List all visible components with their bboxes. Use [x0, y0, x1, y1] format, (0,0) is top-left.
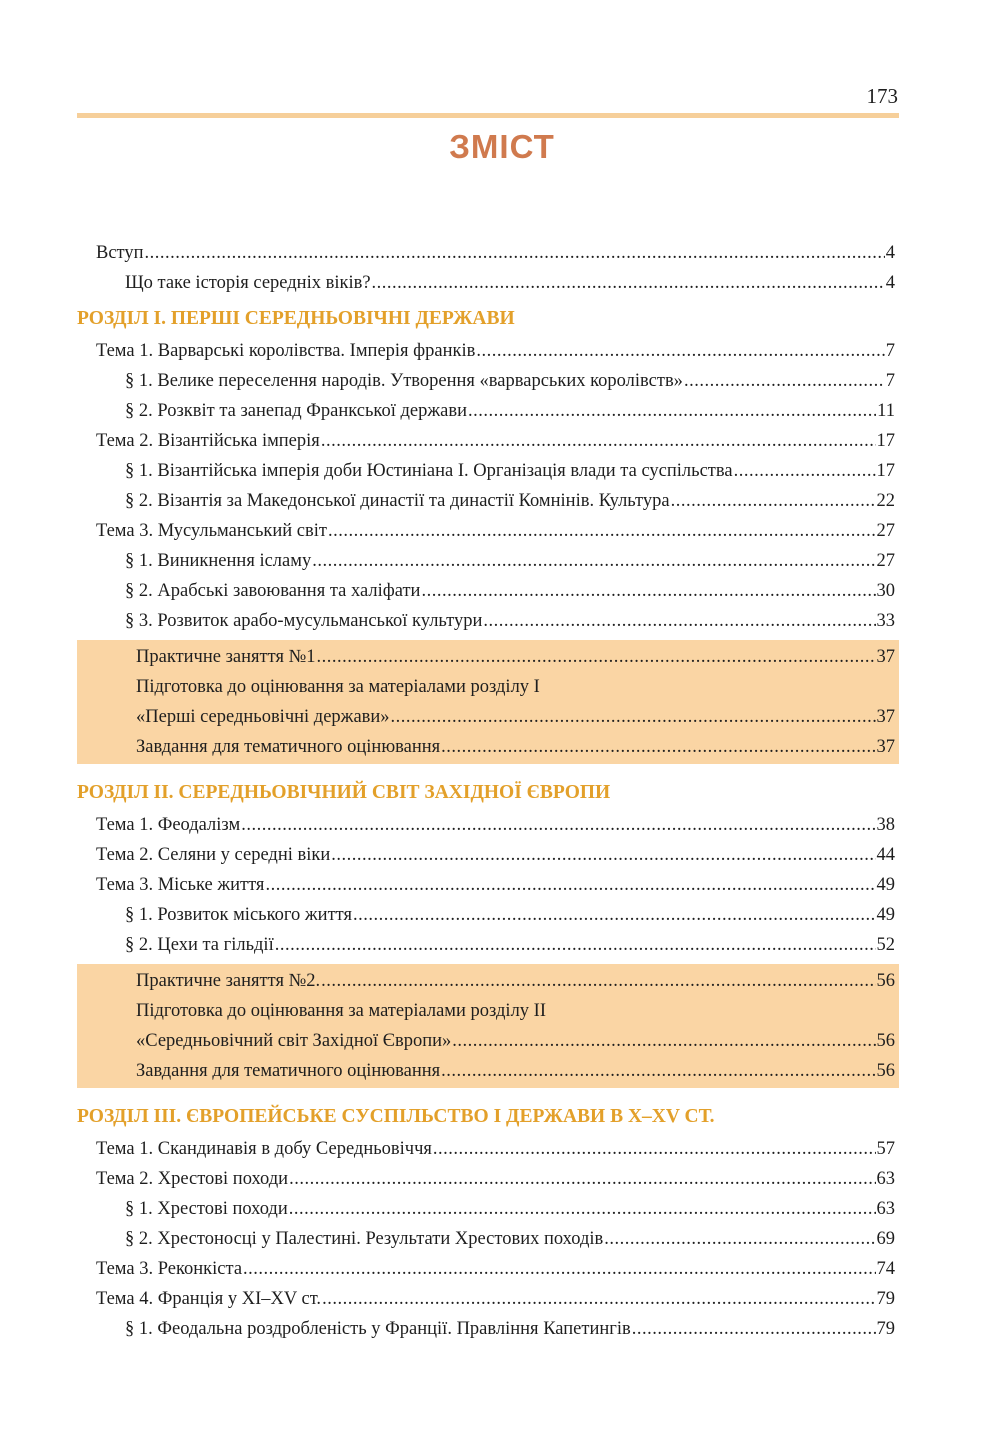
- toc-entry-title: Вступ: [96, 243, 144, 263]
- toc-entry: [77, 1026, 899, 1056]
- toc-entry-page: 4: [885, 273, 895, 293]
- toc-entry-title: § 3. Розвиток арабо-мусульманської культури: [125, 611, 483, 631]
- toc-entry: [77, 1224, 899, 1254]
- toc-entry-page: 22: [876, 491, 895, 511]
- toc-entry-title: Тема 2. Візантійська імперія: [96, 431, 320, 451]
- toc-entry-page: 57: [876, 1139, 895, 1159]
- toc-entry-page: 44: [876, 845, 895, 865]
- toc-entry-title: Тема 2. Селяни у середні віки: [96, 845, 331, 865]
- toc-entry-page: 17: [876, 461, 895, 481]
- toc-entry: [77, 426, 899, 456]
- toc-entry-title: Тема 1. Варварські королівства. Імперія франків: [96, 341, 476, 361]
- toc-entry: [77, 1134, 899, 1164]
- toc-entry-page: 79: [876, 1319, 895, 1339]
- toc-entry-page: 79: [876, 1289, 895, 1309]
- header-rule: [77, 113, 899, 118]
- page-number: 173: [866, 84, 898, 108]
- toc-entry: [77, 900, 899, 930]
- dot-leader: [275, 930, 876, 960]
- toc-entry: [77, 486, 899, 516]
- dot-leader: [321, 426, 876, 456]
- toc-entry: [77, 702, 899, 732]
- toc-entry-title: § 1. Візантійська імперія доби Юстиніана І. Організація влади та суспільства: [125, 461, 733, 481]
- dot-leader: [421, 576, 875, 606]
- toc-entry-title: Тема 2. Хрестові походи: [96, 1169, 289, 1189]
- toc-entry-title: § 1. Феодальна роздробленість у Франції. Правління Капетингів: [125, 1319, 631, 1339]
- toc-entry-page: 38: [876, 815, 895, 835]
- toc-entry: [77, 1194, 899, 1224]
- dot-leader: [441, 732, 875, 762]
- toc-entry-title: Підготовка до оцінювання за матеріалами розділу ІІ: [136, 1001, 546, 1021]
- toc-entry-title: Практичне заняття №2.: [136, 971, 321, 991]
- practice-box: [77, 964, 899, 1088]
- dot-leader: [265, 870, 875, 900]
- dot-leader: [328, 516, 876, 546]
- toc-entry: [77, 238, 899, 268]
- toc-entry: [77, 732, 899, 762]
- toc-entry-page: 33: [876, 611, 895, 631]
- table-of-contents: [77, 238, 899, 1344]
- toc-entry-title: § 2. Хрестоносці у Палестині. Результати Хрестових походів: [125, 1229, 604, 1249]
- dot-leader: [632, 1314, 876, 1344]
- toc-entry-title: § 2. Розквіт та занепад Франкської держави: [125, 401, 467, 421]
- toc-entry-title: § 2. Цехи та гільдії: [125, 935, 274, 955]
- dot-leader: [734, 456, 876, 486]
- dot-leader: [331, 840, 875, 870]
- toc-entry: [77, 516, 899, 546]
- toc-entry-page: 56: [876, 1031, 895, 1051]
- toc-entry: [77, 1284, 899, 1314]
- toc-entry-title: «Середньовічний світ Західної Європи»: [136, 1031, 452, 1051]
- toc-entry: [77, 810, 899, 840]
- toc-entry-title: Тема 3. Міське життя: [96, 875, 265, 895]
- toc-entry: [77, 396, 899, 426]
- toc-entry-page: 74: [876, 1259, 895, 1279]
- section-heading: РОЗДІЛ ІІІ. ЄВРОПЕЙСЬКЕ СУСПІЛЬСТВО І ДЕРЖАВИ В X–XV СТ.: [77, 1106, 715, 1127]
- section-heading: РОЗДІЛ І. ПЕРШІ СЕРЕДНЬОВІЧНІ ДЕРЖАВИ: [77, 308, 515, 329]
- toc-entry-page: 52: [876, 935, 895, 955]
- toc-entry-title: Тема 3. Реконкіста: [96, 1259, 243, 1279]
- toc-entry-title: Практичне заняття №1: [136, 647, 316, 667]
- toc-entry-title: § 1. Виникнення ісламу: [125, 551, 312, 571]
- toc-entry: [77, 546, 899, 576]
- toc-entry-page: 17: [876, 431, 895, 451]
- toc-entry-page: 37: [876, 647, 895, 667]
- section-heading: РОЗДІЛ ІІ. СЕРЕДНЬОВІЧНИЙ СВІТ ЗАХІДНОЇ ЄВРОПИ: [77, 782, 611, 803]
- toc-entry-title: Тема 1. Феодалізм: [96, 815, 241, 835]
- toc-entry: [77, 1314, 899, 1344]
- toc-entry-title: § 2. Візантія за Македонської династії та династії Комнінів. Культура: [125, 491, 670, 511]
- toc-entry: [77, 870, 899, 900]
- toc-entry: [77, 366, 899, 396]
- toc-entry-page: 49: [876, 905, 895, 925]
- toc-entry: [77, 840, 899, 870]
- toc-entry: [77, 1254, 899, 1284]
- toc-entry-title: § 2. Арабські завоювання та халіфати: [125, 581, 421, 601]
- toc-entry-page: 11: [877, 401, 895, 421]
- toc-entry-title: § 1. Розвиток міського життя: [125, 905, 353, 925]
- dot-leader: [476, 336, 884, 366]
- dot-leader: [241, 810, 875, 840]
- practice-box: [77, 640, 899, 764]
- toc-entry-page: 49: [876, 875, 895, 895]
- dot-leader: [391, 702, 876, 732]
- dot-leader: [322, 1284, 875, 1314]
- toc-entry-page: 27: [876, 551, 895, 571]
- dot-leader: [433, 1134, 876, 1164]
- toc-entry-title: Завдання для тематичного оцінювання: [136, 737, 441, 757]
- toc-entry-page: 69: [876, 1229, 895, 1249]
- dot-leader: [468, 396, 876, 426]
- toc-entry: [77, 966, 899, 996]
- dot-leader: [483, 606, 875, 636]
- toc-entry: [77, 996, 899, 1026]
- toc-entry: [77, 336, 899, 366]
- toc-entry-page: 63: [876, 1199, 895, 1219]
- dot-leader: [684, 366, 885, 396]
- dot-leader: [312, 546, 875, 576]
- toc-entry-title: Тема 3. Мусульманський світ: [96, 521, 327, 541]
- dot-leader: [353, 900, 875, 930]
- toc-entry: [77, 1056, 899, 1086]
- dot-leader: [289, 1194, 876, 1224]
- toc-entry-title: § 1. Велике переселення народів. Утворення «варварських королівств»: [125, 371, 683, 391]
- toc-entry-title: Тема 4. Франція у XI–XV ст.: [96, 1289, 322, 1309]
- dot-leader: [145, 238, 885, 268]
- toc-entry-title: § 1. Хрестові походи: [125, 1199, 288, 1219]
- toc-entry-page: 27: [876, 521, 895, 541]
- toc-entry-page: 56: [876, 1061, 895, 1081]
- toc-entry-page: 7: [885, 341, 895, 361]
- toc-entry-title: Завдання для тематичного оцінювання: [136, 1061, 441, 1081]
- toc-entry: [77, 606, 899, 636]
- dot-leader: [441, 1056, 875, 1086]
- dot-leader: [372, 268, 885, 298]
- toc-entry: [77, 268, 899, 298]
- toc-entry-page: 63: [876, 1169, 895, 1189]
- toc-entry: [77, 672, 899, 702]
- toc-entry-page: 7: [885, 371, 895, 391]
- toc-entry: [77, 930, 899, 960]
- page-title: ЗМІСТ: [449, 128, 555, 165]
- toc-entry-title: Підготовка до оцінювання за матеріалами розділу І: [136, 677, 540, 697]
- toc-entry-title: Тема 1. Скандинавія в добу Середньовіччя: [96, 1139, 432, 1159]
- dot-leader: [321, 966, 875, 996]
- toc-entry-page: 4: [885, 243, 895, 263]
- toc-entry: [77, 456, 899, 486]
- dot-leader: [289, 1164, 875, 1194]
- toc-entry-title: Що таке історія середніх віків?: [125, 273, 371, 293]
- toc-entry-page: 56: [876, 971, 895, 991]
- toc-entry-title: «Перші середньовічні держави»: [136, 707, 390, 727]
- toc-entry: [77, 1164, 899, 1194]
- toc-entry: [77, 642, 899, 672]
- toc-entry-page: 37: [876, 707, 895, 727]
- dot-leader: [452, 1026, 875, 1056]
- dot-leader: [604, 1224, 875, 1254]
- dot-leader: [243, 1254, 875, 1284]
- dot-leader: [316, 642, 875, 672]
- toc-entry: [77, 576, 899, 606]
- dot-leader: [671, 486, 876, 516]
- toc-entry-page: 37: [876, 737, 895, 757]
- toc-entry-page: 30: [876, 581, 895, 601]
